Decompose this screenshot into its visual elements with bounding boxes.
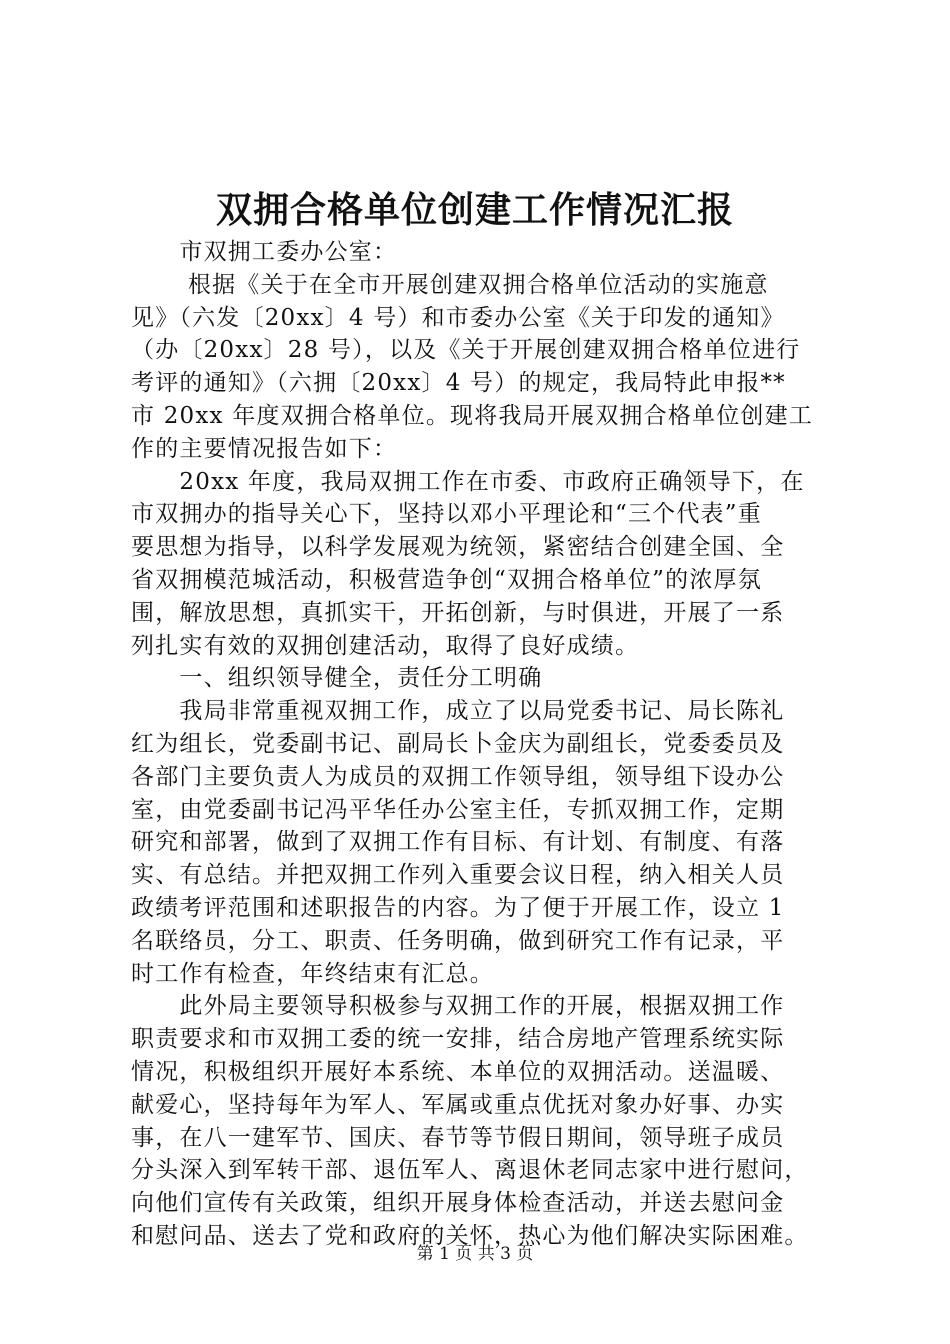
body-line: （办〔20xx〕28 号），以及《关于开展创建双拥合格单位进行 — [131, 337, 801, 364]
body-line: 各部门主要负责人为成员的双拥工作领导组，领导组下设办公 — [131, 763, 785, 790]
body-line: 时工作有检查，年终结束有汇总。 — [131, 960, 494, 987]
body-line: 献爱心，坚持每年为军人、军属或重点优抚对象办好事、办实 — [131, 1091, 785, 1118]
body-line: 市双拥办的指导关心下，坚持以邓小平理论和“三个代表”重 — [131, 501, 762, 528]
body-line: 20xx 年度，我局双拥工作在市委、市政府正确领导下，在 — [131, 468, 805, 495]
body-line: 红为组长，党委副书记、副局长卜金庆为副组长，党委委员及 — [131, 730, 785, 757]
body-line: 围，解放思想，真抓实干，开拓创新，与时俱进，开展了一系 — [131, 599, 785, 626]
body-line: 作的主要情况报告如下： — [131, 435, 398, 462]
body-line: 分头深入到军转干部、退伍军人、离退休老同志家中进行慰问， — [131, 1157, 809, 1184]
body-line: 考评的通知》（六拥〔20xx〕4 号）的规定，我局特此申报** — [131, 370, 786, 397]
body-line: 此外局主要领导积极参与双拥工作的开展，根据双拥工作 — [131, 993, 785, 1020]
body-line: 名联络员，分工、职责、任务明确，做到研究工作有记录，平 — [131, 927, 785, 954]
section-heading: 一、组织领导健全，责任分工明确 — [131, 665, 543, 692]
body-line: 市 20xx 年度双拥合格单位。现将我局开展双拥合格单位创建工 — [131, 402, 814, 429]
document-title: 双拥合格单位创建工作情况汇报 — [215, 189, 734, 231]
body-line: 情况，积极组织开展好本系统、本单位的双拥活动。送温暖、 — [131, 1058, 785, 1085]
body-line: 要思想为指导，以科学发展观为统领，紧密结合创建全国、全 — [131, 534, 785, 561]
body-line: 根据《关于在全市开展创建双拥合格单位活动的实施意 — [131, 271, 769, 298]
body-line: 室，由党委副书记冯平华任办公室主任，专抓双拥工作，定期 — [131, 796, 785, 823]
body-line: 事，在八一建军节、国庆、春节等节假日期间，领导班子成员 — [131, 1124, 785, 1151]
body-line-salutation: 市双拥工委办公室： — [131, 239, 398, 265]
document-body — [131, 236, 843, 1253]
body-line: 职责要求和市双拥工委的统一安排，结合房地产管理系统实际 — [131, 1026, 785, 1053]
page-footer: 第 1 页 共 3 页 — [416, 1244, 534, 1264]
body-line: 向他们宣传有关政策，组织开展身体检查活动，并送去慰问金 — [131, 1190, 785, 1217]
body-line: 政绩考评范围和述职报告的内容。为了便于开展工作，设立 1 — [131, 894, 785, 921]
body-line: 见》（六发〔20xx〕4 号）和市委办公室《关于印发的通知》 — [131, 304, 785, 331]
body-line: 列扎实有效的双拥创建活动，取得了良好成绩。 — [131, 632, 640, 659]
body-line: 实、有总结。并把双拥工作列入重要会议日程，纳入相关人员 — [131, 862, 785, 889]
body-line: 省双拥模范城活动，积极营造争创“双拥合格单位”的浓厚氛 — [131, 566, 762, 593]
body-line: 和慰问品、送去了党和政府的关怀，热心为他们解决实际困难。 — [131, 1222, 809, 1249]
body-line: 我局非常重视双拥工作，成立了以局党委书记、局长陈礼 — [131, 698, 785, 725]
body-line: 研究和部署，做到了双拥工作有目标、有计划、有制度、有落 — [131, 829, 785, 856]
